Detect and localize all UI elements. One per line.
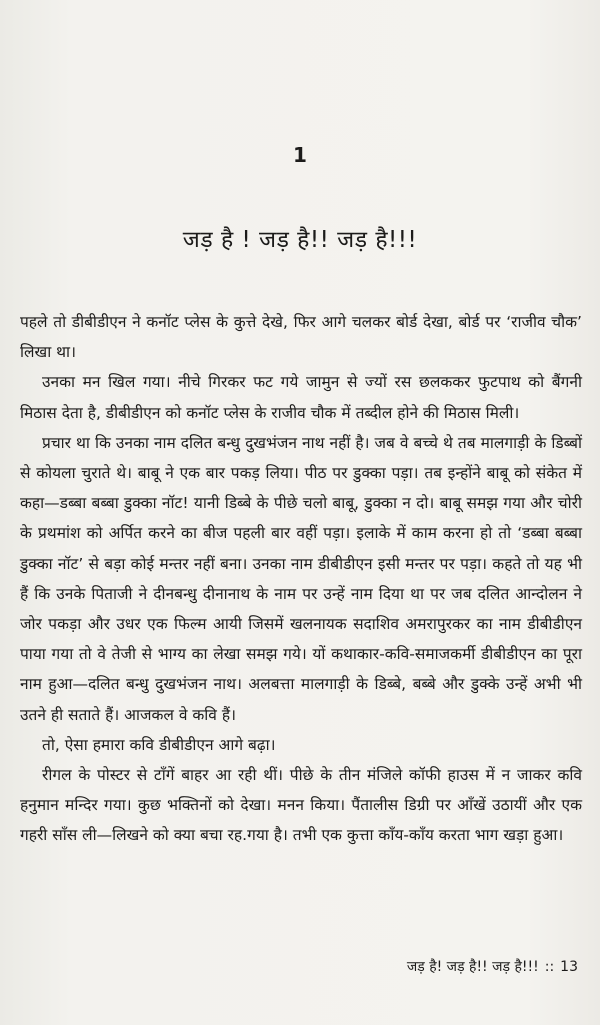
running-title: जड़ है! जड़ है!! जड़ है!!! (406, 959, 539, 975)
paragraph-3: प्रचार था कि उनका नाम दलित बन्धु दुखभंजन नाथ नहीं है। जब वे बच्चे थे तब मालगाड़ी के डिब्बों से कोयला चुराते थे। बाबू ने एक बार पकड़ लिया। पीठ पर डुक्का पड़ा। तब इन्होंने बाबू को संकेत में कहा—डब्बा बब्बा डुक्का नॉट! यानी डिब्बे के पीछे चलो बाबू, डुक्का न दो। बाबू समझ गया और चोरी के प्रथमांश को अर्पित करने का बीज पहली बार वहीं पड़ा। इलाके में काम करना हो तो ‘डब्बा बब्बा डुक्का नॉट’ से बड़ा कोई मन्तर नहीं बना। उनका नाम डीबीडीएन इसी मन्तर पर पड़ा। कहते तो यह भी हैं कि उनके पिताजी ने दीनबन्धु दीनानाथ के नाम पर उन्हें नाम दिया था पर जब दलित आन्दोलन ने जोर पकड़ा और उधर एक फिल्म आयी जिसमें खलनायक सदाशिव अमरापुरकर का नाम डीबीडीएन पाया गया तो वे तेजी से भाग्य का लेखा समझ गये। यों कथाकार-कवि-समाजकर्मी डीबीडीएन का पूरा नाम हुआ—दलित बन्धु दुखभंजन नाथ। अलबत्ता मालगाड़ी के डिब्बे, बब्बे और डुक्के उन्हें अभी भी उतने ही सताते हैं। आजकल वे कवि हैं। (20, 433, 582, 724)
chapter-title: जड़ है ! जड़ है!! जड़ है!!! (182, 227, 418, 253)
paragraph-5: रीगल के पोस्टर से टाँगें बाहर आ रही थीं। पीछे के तीन मंजिले कॉफी हाउस में न जाकर कवि हनुमान मन्दिर गया। कुछ भक्तिनों को देखा। मनन किया। पैंतालीस डिग्री पर आँखें उठायीं और एक गहरी साँस ली—लिखने को क्या बचा रह.गया है। तभी एक कुत्ता काँय-काँय करता भाग खड़ा हुआ। (20, 766, 582, 845)
chapter-body (20, 307, 582, 851)
page-number: 13 (560, 959, 578, 975)
paragraph-2: उनका मन खिल गया। नीचे गिरकर फट गये जामुन से ज्यों रस छलककर फुटपाथ को बैंगनी मिठास देता है, डीबीडीएन को कनॉट प्लेस के राजीव चौक में तब्दील होने की मिठास मिली। (20, 373, 582, 422)
paragraph-1: पहले तो डीबीडीएन ने कनॉट प्लेस के कुत्ते देखे, फिर आगे चलकर बोर्ड देखा, बोर्ड पर ‘राजीव चौक’ लिखा था। (20, 313, 582, 362)
paragraph-4: तो, ऐसा हमारा कवि डीबीडीएन आगे बढ़ा। (42, 735, 276, 754)
chapter-number: 1 (293, 143, 307, 167)
footer-separator: :: (544, 959, 555, 975)
page-footer (407, 957, 578, 976)
